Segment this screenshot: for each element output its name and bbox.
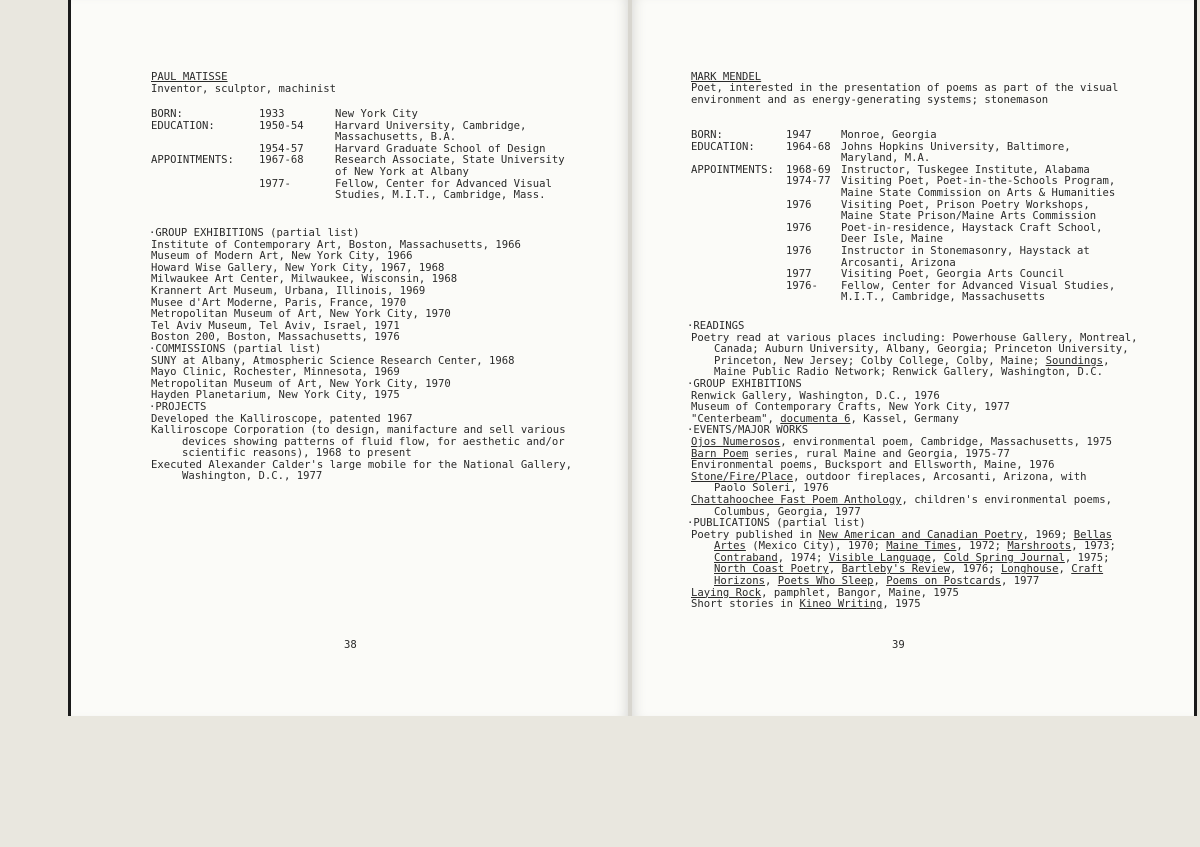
bio-label: EDUCATION:: [151, 119, 215, 132]
list-item: Stone/Fire/Place, outdoor fireplaces, Arcosanti, Arizona, with: [691, 470, 1087, 483]
bio-label: BORN:: [151, 108, 183, 120]
list-item: Mayo Clinic, Rochester, Minnesota, 1969: [151, 366, 400, 379]
list-item: Maine Public Radio Network; Renwick Gallery, Washington, D.C.: [714, 366, 1104, 379]
bio-year: 1954-57: [259, 142, 304, 155]
list-item: Museum of Modern Art, New York City, 1966: [151, 250, 413, 263]
list-item: Paolo Soleri, 1976: [714, 482, 829, 495]
bio-text: Poet-in-residence, Haystack Craft School,: [841, 221, 1103, 234]
bio-text: Fellow, Center for Advanced Visual Studies,: [841, 279, 1116, 292]
list-item: Metropolitan Museum of Art, New York City, 1970: [151, 377, 451, 390]
exhibition-list: [149, 228, 572, 483]
list-item: scientific reasons), 1968 to present: [182, 447, 412, 460]
list-item: Developed the Kalliroscope, patented 1967: [151, 412, 413, 425]
list-item: Renwick Gallery, Washington, D.C., 1976: [691, 389, 940, 402]
list-item: Washington, D.C., 1977: [182, 470, 323, 483]
description-line: environment and as energy-generating systems; stonemason: [691, 93, 1049, 106]
page-edge-right: [1194, 0, 1197, 716]
bio-text: Instructor, Tuskegee Institute, Alabama: [841, 163, 1090, 176]
list-item: Poetry read at various places including: Powerhouse Gallery, Montreal,: [691, 331, 1138, 344]
list-item: Poetry published in New American and Canadian Poetry, 1969; Bellas: [691, 528, 1112, 541]
cv-sections: [687, 321, 1137, 611]
list-item: Artes (Mexico City), 1970; Maine Times, 1972; Marshroots, 1973;: [714, 540, 1116, 553]
bio-text: New York City: [335, 108, 418, 120]
bio-year: 1976: [786, 198, 812, 211]
list-item: Chattahoochee Fast Poem Anthology, children's environmental poems,: [691, 493, 1112, 506]
bio-text: Harvard Graduate School of Design: [335, 142, 546, 155]
list-item: Contraband, 1974; Visible Language, Cold Spring Journal, 1975;: [714, 551, 1110, 564]
list-item: Princeton, New Jersey; Colby College, Colby, Maine; Soundings,: [714, 354, 1110, 367]
list-item: "Centerbeam", documenta 6, Kassel, Germany: [691, 412, 959, 425]
section-heading: ·GROUP EXHIBITIONS (partial list): [149, 227, 360, 239]
list-item: Laying Rock, pamphlet, Bangor, Maine, 1975: [691, 586, 959, 599]
list-item: Barn Poem series, rural Maine and Georgia, 1975-77: [691, 447, 1010, 460]
section-heading: ·PROJECTS: [149, 400, 207, 413]
bio-label: APPOINTMENTS:: [691, 163, 774, 176]
list-item: Hayden Planetarium, New York City, 1975: [151, 389, 400, 402]
bio-year: 1964-68: [786, 140, 831, 153]
bio-text: Visiting Poet, Poet-in-the-Schools Program,: [841, 175, 1116, 188]
bio-year: 1976: [786, 221, 812, 234]
bio-year: 1933: [259, 108, 285, 120]
section-heading: ·COMMISSIONS (partial list): [149, 342, 322, 355]
bio-text: Harvard University, Cambridge,: [335, 119, 527, 132]
page-edge-left: [68, 0, 71, 716]
section-heading-group-exhibitions: ·GROUP EXHIBITIONS: [687, 377, 802, 390]
bio-year: 1950-54: [259, 119, 304, 132]
list-item: Horizons, Poets Who Sleep, Poems on Postcards, 1977: [714, 575, 1040, 588]
bio-year: 1977: [786, 268, 812, 281]
bio-text: Maine State Prison/Maine Arts Commission: [841, 210, 1097, 223]
list-item: Columbus, Georgia, 1977: [714, 505, 861, 518]
page-number: 39: [892, 639, 905, 651]
bio-text: Johns Hopkins University, Baltimore,: [841, 140, 1071, 153]
section-heading-readings: ·READINGS: [687, 320, 745, 332]
title-documenta: documenta 6: [780, 412, 851, 425]
section-heading-events: ·EVENTS/MAJOR WORKS: [687, 424, 809, 437]
list-item: Institute of Contemporary Art, Boston, Massachusetts, 1966: [151, 238, 521, 251]
bio-text: Research Associate, State University: [335, 154, 565, 167]
bio-label: APPOINTMENTS:: [151, 154, 234, 167]
bio-label: EDUCATION:: [691, 140, 755, 153]
book-gutter: [628, 0, 632, 716]
right-page: [632, 0, 1194, 716]
artist-description: [691, 83, 1118, 106]
bio-year: 1976-: [786, 279, 818, 292]
bio-year: 1974-77: [786, 175, 831, 188]
bio-text: Studies, M.I.T., Cambridge, Mass.: [335, 189, 546, 202]
list-item: Tel Aviv Museum, Tel Aviv, Israel, 1971: [151, 319, 400, 332]
bio-year: 1968-69: [786, 163, 831, 176]
bio-year: 1977-: [259, 177, 291, 190]
section-heading-publications: ·PUBLICATIONS (partial list): [687, 517, 866, 530]
list-item: Canada; Auburn University, Albany, Georgia; Princeton University,: [714, 343, 1129, 356]
artist-description: Inventor, sculptor, machinist: [151, 83, 336, 95]
list-item: Environmental poems, Bucksport and Ellsworth, Maine, 1976: [691, 459, 1055, 472]
bio-text: Massachusetts, B.A.: [335, 131, 457, 144]
bio-text: M.I.T., Cambridge, Massachusetts: [841, 291, 1046, 304]
list-item: Boston 200, Boston, Massachusetts, 1976: [151, 331, 400, 344]
bio-text: of New York at Albany: [335, 165, 469, 178]
list-item: Howard Wise Gallery, New York City, 1967, 1968: [151, 261, 445, 274]
list-item: Ojos Numerosos, environmental poem, Cambridge, Massachusetts, 1975: [691, 435, 1112, 448]
list-item: Kalliroscope Corporation (to design, manifacture and sell various: [151, 424, 566, 437]
list-item: Short stories in Kineo Writing, 1975: [691, 598, 921, 611]
page-number: 38: [344, 639, 357, 651]
description-line: Poet, interested in the presentation of poems as part of the visual: [691, 82, 1119, 94]
title-soundings: Soundings: [1045, 354, 1104, 367]
bio-text: Instructor in Stonemasonry, Haystack at: [841, 244, 1090, 257]
bio-text: Visiting Poet, Prison Poetry Workshops,: [841, 198, 1090, 211]
list-item: Krannert Art Museum, Urbana, Illinois, 1969: [151, 284, 426, 297]
list-item: Milwaukee Art Center, Milwaukee, Wisconsin, 1968: [151, 273, 458, 286]
bio-year: 1967-68: [259, 154, 304, 167]
bio-text: Fellow, Center for Advanced Visual: [335, 177, 552, 190]
list-item: Musee d'Art Moderne, Paris, France, 1970: [151, 296, 407, 309]
left-page: [70, 0, 628, 716]
bio-text: Maryland, M.A.: [841, 152, 931, 165]
bio-year: 1947: [786, 129, 812, 141]
list-item: Metropolitan Museum of Art, New York City, 1970: [151, 308, 451, 321]
list-item: North Coast Poetry, Bartleby's Review, 1976; Longhouse, Craft: [714, 563, 1104, 576]
artist-name: PAUL MATISSE: [151, 71, 228, 83]
bio-text: Visiting Poet, Georgia Arts Council: [841, 268, 1065, 281]
bio-label: BORN:: [691, 129, 723, 141]
list-item: Museum of Contemporary Crafts, New York City, 1977: [691, 401, 1010, 414]
bio-year: 1976: [786, 244, 812, 257]
list-item: Executed Alexander Calder's large mobile for the National Gallery,: [151, 458, 572, 471]
bio-text: Arcosanti, Arizona: [841, 256, 956, 269]
bio-text: Monroe, Georgia: [841, 129, 937, 141]
list-item: devices showing patterns of fluid flow, for aesthetic and/or: [182, 435, 565, 448]
bio-text: Deer Isle, Maine: [841, 233, 944, 246]
bio-text: Maine State Commission on Arts & Humanities: [841, 186, 1116, 199]
artist-name: MARK MENDEL: [691, 71, 762, 83]
list-item: SUNY at Albany, Atmospheric Science Research Center, 1968: [151, 354, 515, 367]
